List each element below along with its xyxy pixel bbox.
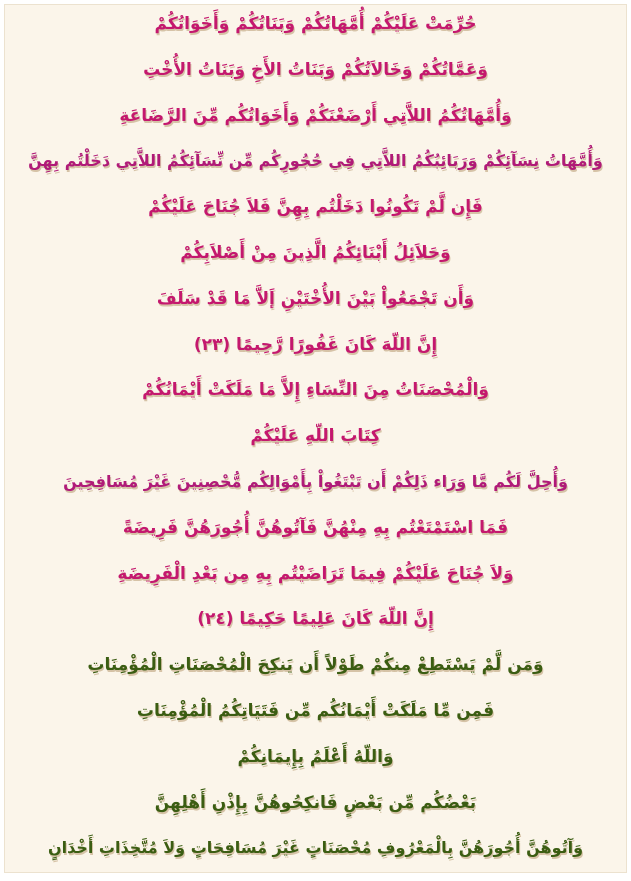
verse-line-4: وَأُمَّهَاتُ نِسَآئِكُمْ وَرَبَائِبُكُمُ اللاَّتِي فِي حُجُورِكُم مِّن نِّسَآئِكُمُ اللاَّتِي دَخَلْتُم بِهِنَّ: [28, 151, 603, 171]
verse-line-3: وَأُمَّهَاتُكُمُ اللاَّتِي أَرْضَعْنَكُمْ وَأَخَوَاتُكُم مِّنَ الرَّضَاعَةِ: [119, 105, 512, 126]
verse-line-14: إِنَّ اللّهَ كَانَ عَلِيمًا حَكِيمًا (٢٤): [197, 609, 434, 630]
verse-line-1: حُرِّمَتْ عَلَيْكُمْ أُمَّهَاتُكُمْ وَبَنَاتُكُمْ وَأَخَوَاتُكُمْ: [154, 14, 477, 34]
verse-list: [5, 13, 626, 873]
verse-line-2: وَعَمَّاتُكُمْ وَخَالاَتُكُمْ وَبَنَاتُ الأَخِ وَبَنَاتُ الأُخْتِ: [143, 59, 488, 80]
verse-line-11: وَأُحِلَّ لَكُم مَّا وَرَاء ذَلِكُمْ أَن تَبْتَغُواْ بِأَمْوَالِكُم مُّحْصِنِينَ غَيْرَ مُسَافِحِينَ: [63, 471, 568, 491]
verse-line-16: فَمِن مِّا مَلَكَتْ أَيْمَانُكُم مِّن فَتَيَاتِكُمُ الْمُؤْمِنَاتِ: [136, 700, 495, 721]
document-page: [4, 4, 627, 873]
verse-line-5: فَإِن لَّمْ تَكُونُوا دَخَلْتُم بِهِنَّ فَلاَ جُنَاحَ عَلَيْكُمْ: [148, 197, 483, 218]
verse-line-19: وَآتُوهُنَّ أُجُورَهُنَّ بِالْمَعْرُوفِ مُحْصَنَاتٍ غَيْرَ مُسَافِحَاتٍ وَلاَ مُتَّخِذَاتِ أَخْدَانٍ: [47, 838, 584, 858]
verse-line-12: فَمَا اسْتَمْتَعْتُم بِهِ مِنْهُنَّ فَآتُوهُنَّ أُجُورَهُنَّ فَرِيضَةً: [122, 517, 509, 538]
verse-line-9: وَالْمُحْصَنَاتُ مِنَ النِّسَاءِ إِلاَّ مَا مَلَكَتْ أَيْمَانُكُمْ: [142, 380, 489, 401]
verse-line-8: إِنَّ اللّهَ كَانَ غَفُورًا رَّحِيمًا (٢٣): [193, 334, 438, 355]
verse-line-17: وَاللّهُ أَعْلَمُ بِإِيمَانِكُمْ: [237, 746, 394, 767]
verse-line-10: كِتَابَ اللّهِ عَلَيْكُمْ: [250, 426, 381, 447]
verse-line-15: وَمَن لَّمْ يَسْتَطِعْ مِنكُمْ طَوْلاً أَن يَنكِحَ الْمُحْصَنَاتِ الْمُؤْمِنَاتِ: [87, 655, 544, 676]
verse-line-7: وَأَن تَجْمَعُواْ بَيْنَ الأُخْتَيْنِ إَلاَّ مَا قَدْ سَلَفَ: [156, 288, 475, 309]
verse-line-6: وَحَلاَئِلُ أَبْنَائِكُمُ الَّذِينَ مِنْ أَصْلاَبِكُمْ: [180, 242, 451, 263]
verse-line-18: بَعْضُكُم مِّن بَعْضٍ فَانكِحُوهُنَّ بِإِذْنِ أَهْلِهِنَّ: [154, 792, 477, 813]
verse-line-13: وَلاَ جُنَاحَ عَلَيْكُمْ فِيمَا تَرَاضَيْتُم بِهِ مِن بَعْدِ الْفَرِيضَةِ: [117, 563, 514, 584]
